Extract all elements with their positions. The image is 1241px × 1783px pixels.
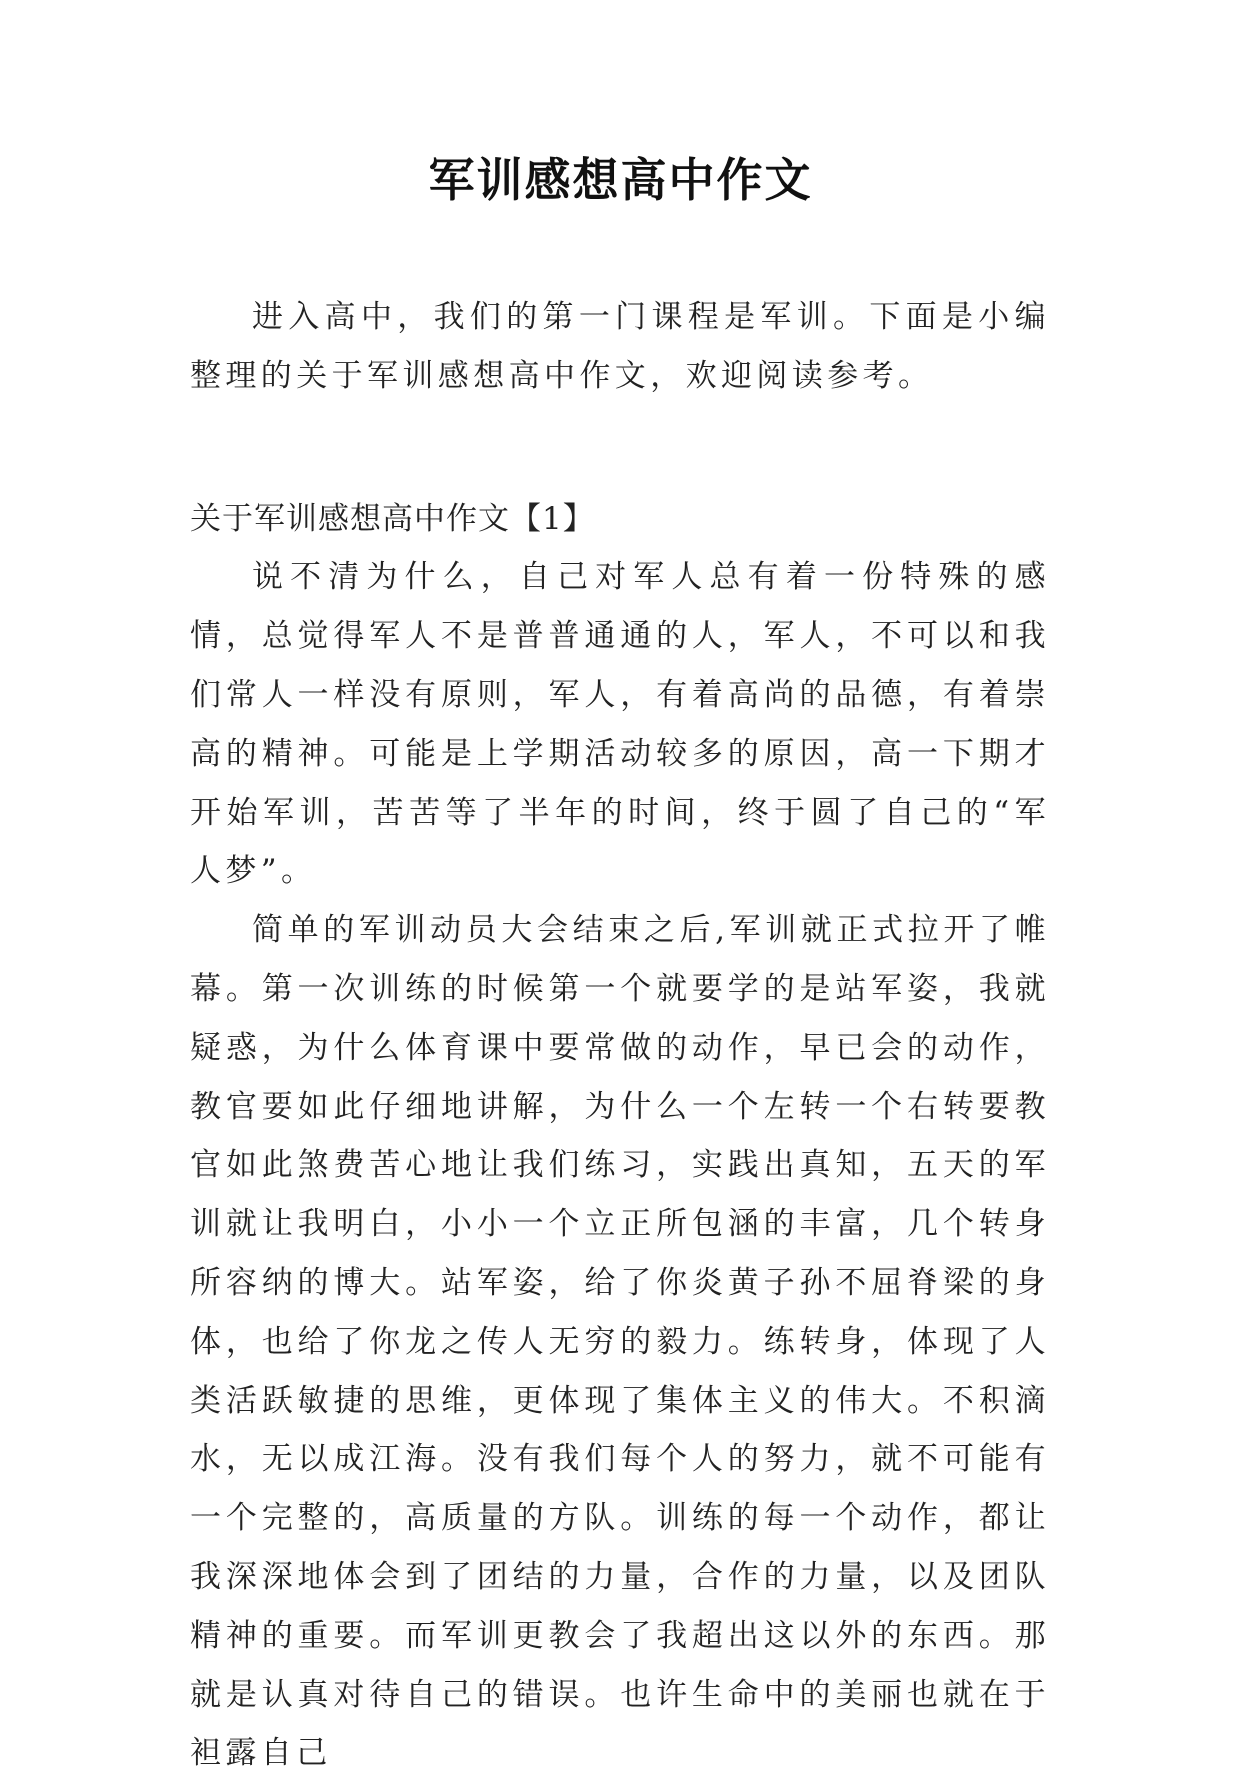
section-heading: 关于军训感想高中作文【1】 [190, 500, 595, 537]
intro-paragraph: 进入高中，我们的第一门课程是军训。下面是小编整理的关于军训感想高中作文，欢迎阅读参考。 [190, 299, 1050, 394]
body-paragraph-2: 简单的军训动员大会结束之后,军训就正式拉开了帷幕。第一次训练的时候第一个就要学的是站军姿，我就疑惑，为什么体育课中要常做的动作，早已会的动作，教官要如此仔细地讲解，为什么一个左转一个右转要教官如此煞费苦心地让我们练习，实践出真知，五天的军训就让我明白，小小一个立正所包涵的丰富，几个转身所容纳的博大。站军姿，给了你炎黄子孙不屈脊梁的身体，也给了你龙之传人无穷的毅力。练转身，体现了人类活跃敏捷的思维，更体现了集体主义的伟大。不积滴水，无以成江海。没有我们每个人的努力，就不可能有一个完整的，高质量的方队。训练的每一个动作，都让我深深地体会到了团结的力量，合作的力量，以及团队精神的重要。而军训更教会了我超出这以外的东西。那就是认真对待自己的错误。也许生命中的美丽也就在于袒露自己 [190, 912, 1050, 1772]
document-title: 军训感想高中作文 [428, 153, 813, 207]
document-body [190, 288, 1050, 1783]
body-paragraph-1: 说不清为什么，自己对军人总有着一份特殊的感情，总觉得军人不是普普通通的人，军人，不可以和我们常人一样没有原则，军人，有着高尚的品德，有着崇高的精神。可能是上学期活动较多的原因，高一下期才开始军训，苦苦等了半年的时间，终于圆了自己的“军人梦”。 [190, 559, 1050, 890]
